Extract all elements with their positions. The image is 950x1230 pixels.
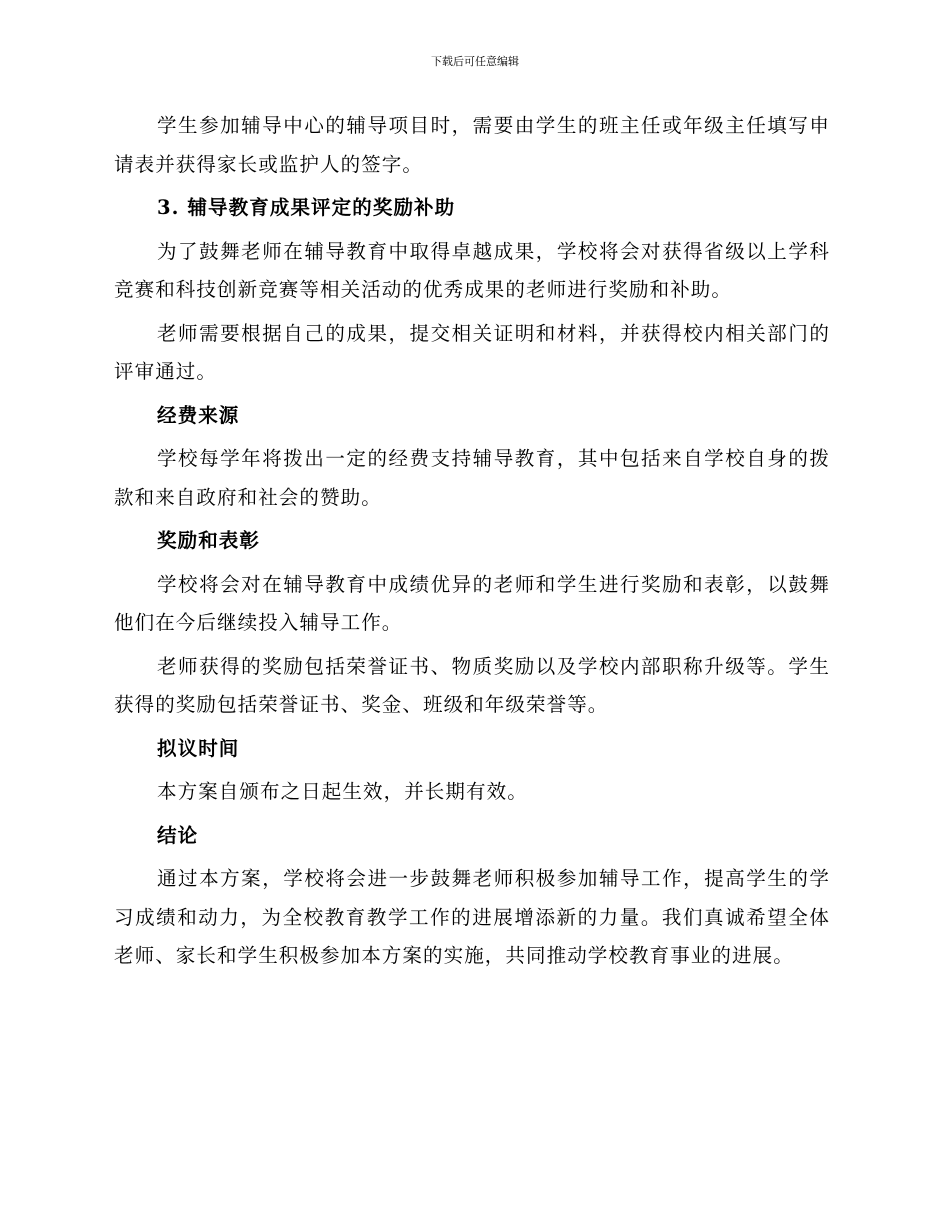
paragraph-award-purpose: 为了鼓舞老师在辅导教育中取得卓越成果，学校将会对获得省级以上学科竞赛和科技创新竞赛等相关活动的优秀成果的老师进行奖励和补助。 <box>114 239 830 301</box>
paragraph-timeline: 本方案自颁布之日起生效，并长期有效。 <box>157 780 528 803</box>
paragraph-funding: 学校每学年将拨出一定的经费支持辅导教育，其中包括来自学校自身的拨款和来自政府和社会的赞助。 <box>114 447 830 509</box>
section-heading-achievement-award: 3. 辅导教育成果评定的奖励补助 <box>157 196 456 219</box>
section-heading-funding: 经费来源 <box>157 403 240 427</box>
section-heading-timeline: 拟议时间 <box>157 736 240 760</box>
paragraph-conclusion: 通过本方案，学校将会进一步鼓舞老师积极参加辅导工作，提高学生的学习成绩和动力，为全校教育教学工作的进展增添新的力量。我们真诚希望全体老师、家长和学生积极参加本方案的实施，共同推动学校教育事业的进展。 <box>114 867 830 967</box>
paragraph-rewards-detail: 老师获得的奖励包括荣誉证书、物质奖励以及学校内部职称升级等。学生获得的奖励包括荣誉证书、奖金、班级和年级荣誉等。 <box>114 654 830 716</box>
paragraph-award-submission: 老师需要根据自己的成果，提交相关证明和材料，并获得校内相关部门的评审通过。 <box>114 321 830 383</box>
page-header: 下载后可任意编辑 <box>431 55 519 68</box>
section-heading-conclusion: 结论 <box>157 823 199 847</box>
document-body <box>114 107 830 981</box>
paragraph-rewards-intro: 学校将会对在辅导教育中成绩优异的老师和学生进行奖励和表彰，以鼓舞他们在今后继续投入辅导工作。 <box>114 572 830 634</box>
section-heading-rewards: 奖励和表彰 <box>157 529 261 552</box>
paragraph-application-form: 学生参加辅导中心的辅导项目时，需要由学生的班主任或年级主任填写申请表并获得家长或监护人的签字。 <box>114 114 830 176</box>
